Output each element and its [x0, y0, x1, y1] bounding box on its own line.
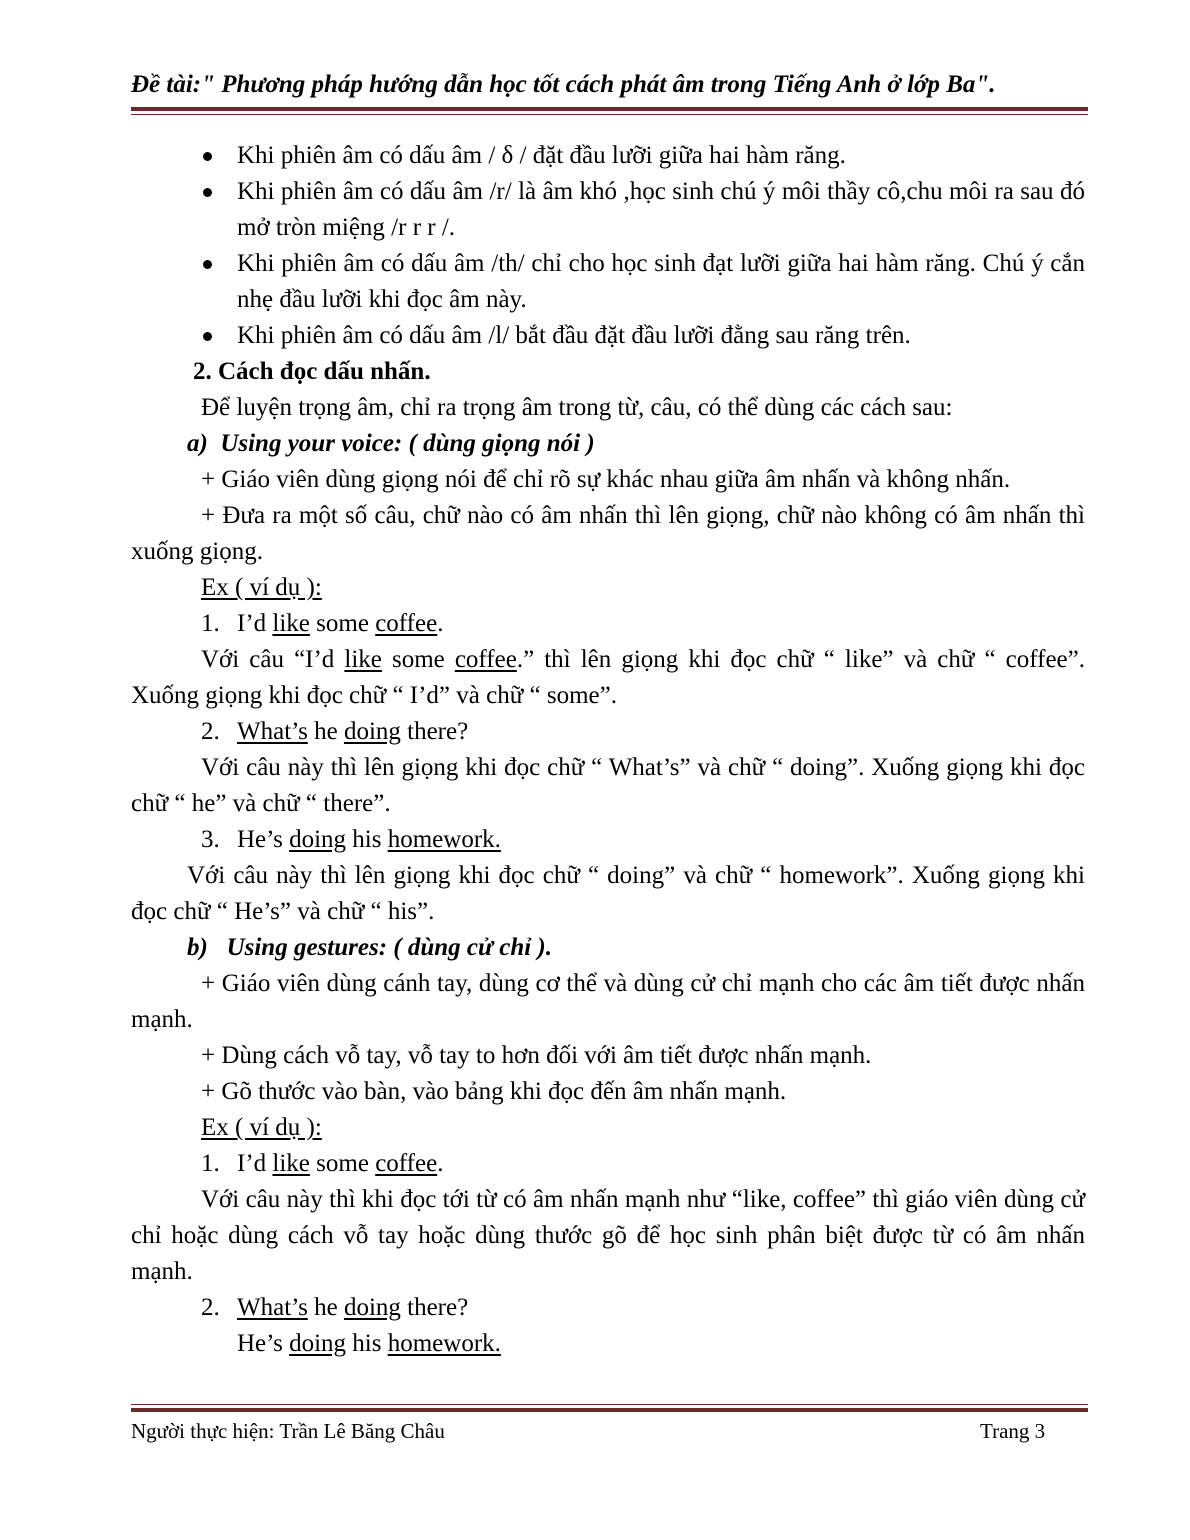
example-explanation: Với câu này thì khi đọc tới từ có âm nhấn mạnh như “like, coffee” thì giáo viên dùng cử chỉ hoặc dùng cách vỗ tay hoặc dùng thước gõ để học sinh phân biệt được từ có âm nhấn mạnh.: [131, 1186, 1085, 1285]
page-header-title: Đề tài:" Phương pháp hướng dẫn học tốt cách phát âm trong Tiếng Anh ở lớp Ba".: [131, 71, 996, 98]
footer-author: Người thực hiện: Trần Lê Băng Châu: [131, 1419, 445, 1443]
document-body: [131, 138, 1085, 1362]
part-a-line1: + Giáo viên dùng giọng nói để chỉ rõ sự khác nhau giữa âm nhấn và không nhấn.: [201, 466, 1011, 493]
bullet-icon: [203, 152, 212, 161]
part-a-heading: a) Using your voice: ( dùng giọng nói ): [187, 430, 595, 457]
list-item: Khi phiên âm có dấu âm /th/ chỉ cho học sinh đạt lưỡi giữa hai hàm răng. Chú ý cắn nhẹ đầu lưỡi khi đọc âm này.: [131, 246, 1085, 318]
footer-page-number: Trang 3: [980, 1419, 1046, 1443]
part-b-line1: + Giáo viên dùng cánh tay, dùng cơ thể và dùng cử chỉ mạnh cho các âm tiết được nhấn mạnh.: [131, 970, 1085, 1033]
header-rule-thin: [131, 114, 1088, 115]
example-explanation: Với câu này thì lên giọng khi đọc chữ “ doing” và chữ “ homework”. Xuống giọng khi đọc chữ “ He’s” và chữ “ his”.: [131, 862, 1085, 925]
list-item: Khi phiên âm có dấu âm /l/ bắt đầu đặt đầu lưỡi đằng sau răng trên.: [131, 318, 1085, 354]
bullet-list: [131, 138, 1085, 354]
footer-rule-thin: [131, 1404, 1088, 1405]
example-sentence: 3. He’s doing his homework.: [201, 826, 501, 853]
footer-rule-thick: [131, 1408, 1088, 1412]
part-b-heading: b) Using gestures: ( dùng cử chỉ ).: [187, 934, 552, 961]
example-sentence: 1. I’d like some coffee.: [201, 1150, 444, 1177]
example-sentence: He’s doing his homework.: [237, 1330, 501, 1357]
list-item: Khi phiên âm có dấu âm /r/ là âm khó ,học sinh chú ý môi thầy cô,chu môi ra sau đó mở tròn miệng /r r r /.: [131, 174, 1085, 246]
part-a-line2: + Đưa ra một số câu, chữ nào có âm nhấn thì lên giọng, chữ nào không có âm nhấn thì xuống giọng.: [131, 502, 1085, 565]
section-intro: Để luyện trọng âm, chỉ ra trọng âm trong từ, câu, có thể dùng các cách sau:: [201, 394, 953, 421]
header-rule-thick: [131, 107, 1088, 111]
example-explanation: Với câu này thì lên giọng khi đọc chữ “ What’s” và chữ “ doing”. Xuống giọng khi đọc chữ “ he” và chữ “ there”.: [131, 754, 1085, 817]
example-sentence: 2. What’s he doing there?: [201, 718, 469, 745]
example-sentence: 1. I’d like some coffee.: [201, 610, 444, 637]
bullet-icon: [203, 260, 212, 269]
bullet-icon: [203, 332, 212, 341]
example-label: Ex ( ví dụ ):: [201, 1114, 322, 1141]
list-item: Khi phiên âm có dấu âm / δ / đặt đầu lưỡi giữa hai hàm răng.: [131, 138, 1085, 174]
section-heading: 2. Cách đọc dấu nhấn.: [193, 358, 431, 385]
bullet-icon: [203, 188, 212, 197]
example-sentence: 2. What’s he doing there?: [201, 1294, 469, 1321]
example-label: Ex ( ví dụ ):: [201, 574, 322, 601]
part-b-line2: + Dùng cách vỗ tay, vỗ tay to hơn đối với âm tiết được nhấn mạnh.: [201, 1042, 872, 1069]
example-explanation: Với câu “I’d like some coffee.” thì lên giọng khi đọc chữ “ like” và chữ “ coffee”. Xuống giọng khi đọc chữ “ I’d” và chữ “ some”.: [131, 646, 1085, 709]
part-b-line3: + Gõ thước vào bàn, vào bảng khi đọc đến âm nhấn mạnh.: [201, 1078, 787, 1105]
